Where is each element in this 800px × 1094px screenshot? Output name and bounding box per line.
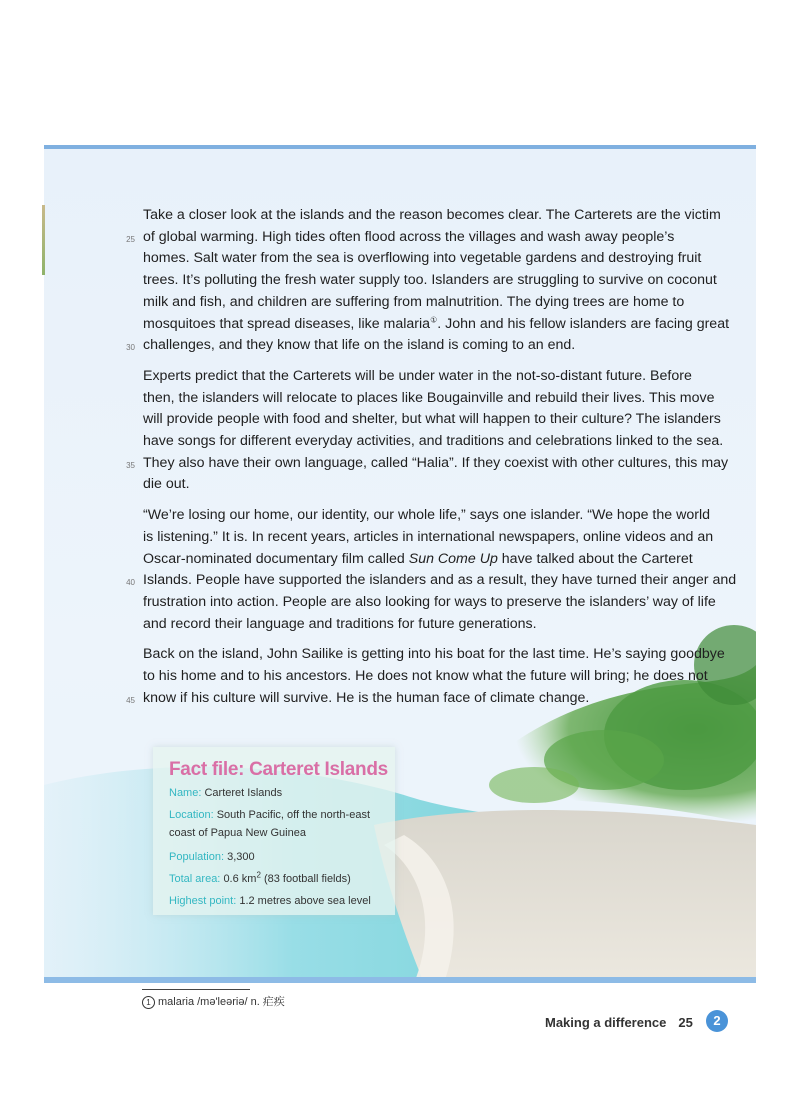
line-text: Back on the island, John Sailike is getting into his boat for the last time. He’s saying goodbye — [143, 646, 725, 663]
fact-population-row — [169, 851, 255, 863]
line-text: will provide people with food and shelter, but what will happen to their culture? The islanders — [143, 411, 721, 428]
line-number: 30 — [126, 343, 135, 353]
fact-file-box — [153, 747, 395, 915]
text-line — [143, 409, 721, 431]
line-text: mosquitoes that spread diseases, like malaria — [143, 315, 431, 332]
film-title: Sun Come Up — [408, 550, 498, 567]
line-text: and record their language and traditions for future generations. — [143, 615, 537, 632]
fact-file-title: Fact file: Carteret Islands — [169, 759, 388, 780]
line-text: Experts predict that the Carterets will be under water in the not-so-distant future. Before — [143, 367, 692, 384]
line-text: of global warming. High tides often flood across the villages and wash away people’s — [143, 228, 675, 245]
text-line — [126, 335, 695, 357]
line-text: trees. It’s polluting the fresh water supply too. Islanders are struggling to survive on coconut — [143, 272, 717, 289]
line-text: frustration into action. People are also looking for ways to preserve the islanders’ way of life — [143, 593, 716, 610]
line-text: then, the islanders will relocate to places like Bougainville and rebuild their lives. This move — [143, 389, 715, 406]
line-text: is listening.” It is. In recent years, articles in international newspapers, online videos and an — [143, 528, 714, 545]
line-number: 40 — [126, 578, 135, 588]
text-line — [143, 431, 724, 453]
fact-location-label: Location: — [169, 809, 214, 821]
footnote-rule — [142, 989, 250, 990]
paragraph — [126, 205, 730, 357]
chapter-badge-circle: 2 — [706, 1010, 728, 1032]
text-line — [143, 644, 725, 666]
line-text: Take a closer look at the islands and the reason becomes clear. The Carterets are the victim — [143, 207, 721, 223]
fact-location-row-2 — [169, 827, 306, 839]
line-text: challenges, and they know that life on the island is coming to an end. — [143, 337, 576, 354]
paragraph — [126, 505, 737, 635]
fact-area-row — [169, 870, 351, 885]
text-line — [143, 248, 702, 270]
text-line — [143, 505, 710, 527]
fact-area-label: Total area: — [169, 873, 221, 885]
line-text: Oscar-nominated documentary film called — [143, 550, 409, 567]
text-line — [143, 314, 730, 336]
line-text: They also have their own language, called “Halia”. If they coexist with other cultures, this may — [143, 454, 729, 471]
text-line — [143, 388, 715, 410]
line-number: 25 — [126, 234, 135, 244]
fact-population-value: 3,300 — [227, 851, 255, 863]
text-line — [143, 366, 695, 388]
text-line — [143, 592, 716, 614]
line-text: homes. Salt water from the sea is overflowing into vegetable gardens and destroying fruit — [143, 250, 702, 267]
text-line — [126, 227, 695, 249]
fact-highest-label: Highest point: — [169, 895, 237, 907]
text-line — [143, 474, 695, 496]
line-text: milk and fish, and children are suffering from malnutrition. The dying trees are home to — [143, 293, 685, 310]
left-edge-mark — [42, 205, 45, 275]
line-text: to his home and to his ancestors. He does not know what the future will bring; he does not — [143, 668, 708, 685]
paragraph — [126, 644, 725, 709]
footnote-text: malaria /mə'leəriə/ n. 疟疾 — [158, 996, 285, 1008]
footnote-circle-marker: 1 — [142, 996, 155, 1009]
text-line — [143, 614, 695, 636]
fact-name-value: Carteret Islands — [204, 787, 283, 799]
section-title: Making a difference — [545, 1015, 667, 1030]
panel-bottom-rule — [44, 977, 756, 983]
fact-location-value-1: South Pacific, off the north-east — [216, 809, 370, 821]
fact-highest-row — [169, 895, 371, 907]
text-line — [126, 688, 695, 710]
text-line — [126, 570, 737, 592]
line-text: have songs for different everyday activities, and traditions and celebrations linked to the sea. — [143, 433, 724, 450]
line-text: die out. — [143, 476, 190, 493]
text-line — [143, 549, 695, 571]
page-number: 25 — [678, 1015, 693, 1030]
text-line — [143, 205, 721, 227]
fact-name-row — [169, 787, 282, 799]
page-footer — [545, 1015, 693, 1030]
text-line — [126, 453, 729, 475]
text-line — [143, 292, 695, 314]
footnote — [142, 993, 285, 1009]
line-text: “We’re losing our home, our identity, our whole life,” says one islander. “We hope the world — [143, 507, 710, 524]
line-number: 45 — [126, 695, 135, 705]
footnote-reference: ① — [430, 314, 438, 324]
fact-population-label: Population: — [169, 851, 225, 863]
line-text: Islands. People have supported the islanders and as a result, they have turned their anger and — [143, 572, 737, 589]
line-text-continued: have talked about the Carteret — [497, 550, 693, 567]
line-number: 35 — [126, 460, 135, 470]
fact-highest-value: 1.2 metres above sea level — [239, 895, 371, 907]
line-text: know if his culture will survive. He is the human face of climate change. — [143, 689, 590, 706]
text-line — [143, 666, 708, 688]
fact-location-row — [169, 809, 370, 821]
article-body — [126, 205, 737, 718]
fact-location-value-2: coast of Papua New Guinea — [169, 827, 306, 839]
text-line — [143, 270, 717, 292]
fact-area-value: 0.6 $km^2$ (83 football fields) — [223, 870, 351, 885]
text-line — [143, 527, 714, 549]
fact-name-label: Name: — [169, 787, 202, 799]
paragraph — [126, 366, 729, 496]
line-text-continued: . John and his fellow islanders are facing great — [437, 315, 730, 332]
